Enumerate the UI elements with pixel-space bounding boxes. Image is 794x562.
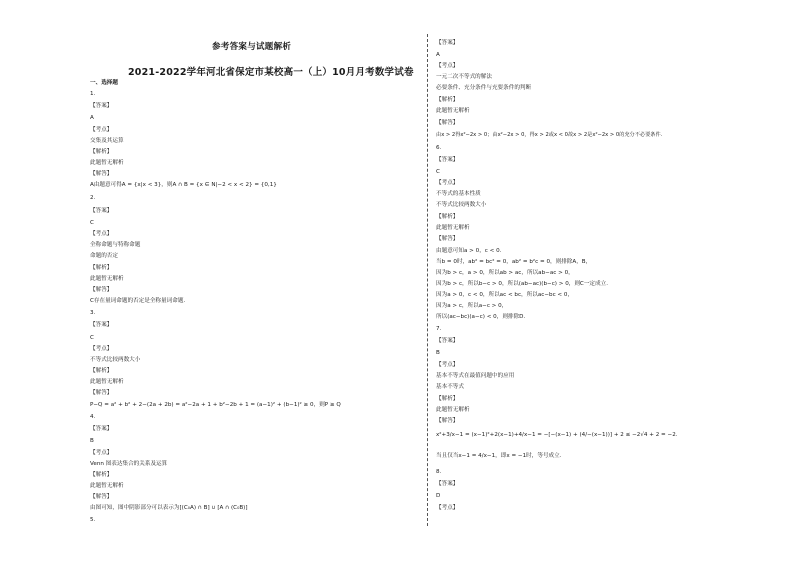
answer-tag: 【答案】 bbox=[90, 322, 113, 328]
answer-value: C bbox=[436, 169, 440, 175]
analysis-tag: 【解析】 bbox=[90, 472, 113, 478]
solution-tag: 【解答】 bbox=[436, 418, 459, 424]
answer-tag: 【答案】 bbox=[436, 157, 459, 163]
solution-tag: 【解答】 bbox=[436, 120, 459, 126]
knowledge-tag: 【考点】 bbox=[436, 362, 459, 368]
question-number: 5. bbox=[90, 517, 96, 523]
question-number: 6. bbox=[436, 145, 442, 151]
answer-value: D bbox=[436, 493, 441, 499]
question-number: 1. bbox=[90, 91, 96, 97]
solution-tag: 【解答】 bbox=[90, 390, 113, 396]
answer-tag: 【答案】 bbox=[90, 103, 113, 109]
column-divider bbox=[427, 34, 428, 526]
analysis-text: 此题暂无解析 bbox=[436, 225, 470, 231]
knowledge-tag: 【考点】 bbox=[436, 63, 459, 69]
analysis-text: 此题暂无解析 bbox=[436, 407, 470, 413]
solution-formula: x²+3/x−1 = (x−1)²+2(x−1)+4/x−1 = −[−(x−1) + (4/−(x−1))] + 2 ≤ −2√4 + 2 = −2. bbox=[436, 432, 678, 438]
answer-value: C bbox=[90, 335, 94, 341]
question-number: 8. bbox=[436, 469, 442, 475]
solution-tag: 【解答】 bbox=[436, 236, 459, 242]
knowledge-point: 不等式比较两数大小 bbox=[90, 357, 141, 363]
answer-value: B bbox=[90, 438, 94, 444]
solution-line: 因为b > c，所以b−c > 0，所以(ab−ac)(b−c) > 0，则C一定成立. bbox=[436, 281, 608, 287]
question-number: 7. bbox=[436, 326, 442, 332]
analysis-tag: 【解析】 bbox=[90, 149, 113, 155]
doc-heading: 参考答案与试题解析 bbox=[212, 42, 292, 52]
knowledge-tag: 【考点】 bbox=[90, 450, 113, 456]
answer-tag: 【答案】 bbox=[90, 426, 113, 432]
answer-value: A bbox=[90, 115, 94, 121]
analysis-text: 此题暂无解析 bbox=[90, 276, 124, 282]
knowledge-point: 交集及其运算 bbox=[90, 138, 124, 144]
question-number: 2. bbox=[90, 195, 96, 201]
solution-tag: 【解答】 bbox=[90, 287, 113, 293]
question-number: 4. bbox=[90, 414, 96, 420]
solution-line: 所以(ac−bc)(a−c) < 0，则排除D. bbox=[436, 314, 526, 320]
solution-line: 因为a > c，所以a−c > 0， bbox=[436, 303, 508, 309]
solution-line: 当b = 0时，ab² = bc² = 0，ab² = b²c = 0，则排除A，B， bbox=[436, 259, 592, 265]
solution-line: 因为a > 0，c < 0，所以ac < bc，所以ac−bc < 0， bbox=[436, 292, 574, 298]
knowledge-point: 不等式的基本性质 bbox=[436, 191, 481, 197]
knowledge-tag: 【考点】 bbox=[436, 180, 459, 186]
analysis-tag: 【解析】 bbox=[436, 97, 459, 103]
solution-text: 由图可知，图中阴影部分可以表示为[(C₀A) ∩ B] ∪ [A ∩ (C₀B)] bbox=[90, 505, 248, 511]
knowledge-point: Venn 图表达集合的关系及运算 bbox=[90, 461, 168, 467]
analysis-tag: 【解析】 bbox=[436, 396, 459, 402]
question-number: 3. bbox=[90, 310, 96, 316]
answer-tag: 【答案】 bbox=[90, 208, 113, 214]
answer-value: B bbox=[436, 350, 440, 356]
knowledge-point: 命题的否定 bbox=[90, 253, 118, 259]
solution-line: 由题意可知a > 0，c < 0. bbox=[436, 248, 502, 254]
answer-value: C bbox=[90, 220, 94, 226]
section-heading: 一、选择题 bbox=[90, 80, 118, 86]
doc-title: 2021-2022学年河北省保定市某校高一（上）10月月考数学试卷 bbox=[128, 67, 414, 78]
solution-line: 因为b > c，a > 0，所以ab > ac，所以ab−ac > 0， bbox=[436, 270, 574, 276]
analysis-text: 此题暂无解析 bbox=[90, 483, 124, 489]
analysis-text: 此题暂无解析 bbox=[90, 379, 124, 385]
knowledge-tag: 【考点】 bbox=[90, 346, 113, 352]
answer-tag: 【答案】 bbox=[436, 40, 459, 46]
analysis-text: 此题暂无解析 bbox=[90, 160, 124, 166]
knowledge-tag: 【考点】 bbox=[436, 505, 459, 511]
analysis-tag: 【解析】 bbox=[436, 214, 459, 220]
knowledge-point: 全称命题与特称命题 bbox=[90, 242, 141, 248]
answer-value: A bbox=[436, 52, 440, 58]
solution-text: 由x > 2得x²−2x > 0；由x²−2x > 0，得x > 2或x < 0故x > 2是x²−2x > 0的充分不必要条件. bbox=[436, 132, 663, 138]
knowledge-point: 基本不等式 bbox=[436, 384, 464, 390]
knowledge-point: 必要条件、充分条件与充要条件的判断 bbox=[436, 85, 532, 91]
knowledge-tag: 【考点】 bbox=[90, 231, 113, 237]
analysis-tag: 【解析】 bbox=[90, 368, 113, 374]
answer-tag: 【答案】 bbox=[436, 481, 459, 487]
knowledge-point: 基本不等式在最值问题中的应用 bbox=[436, 373, 515, 379]
solution-text: P−Q = a² + b² + 2−(2a + 2b) = a²−2a + 1 + b²−2b + 1 = (a−1)² + (b−1)² ≥ 0，则P ≥ Q bbox=[90, 402, 341, 408]
solution-tag: 【解答】 bbox=[90, 494, 113, 500]
knowledge-point: 不等式比较两数大小 bbox=[436, 202, 487, 208]
solution-text: A由题意可得A = {x|x < 3}，则A ∩ B = {x ∈ N|−2 < x < 2} = {0,1} bbox=[90, 182, 277, 188]
solution-tag: 【解答】 bbox=[90, 171, 113, 177]
analysis-tag: 【解析】 bbox=[90, 265, 113, 271]
knowledge-point: 一元二次不等式的解法 bbox=[436, 74, 492, 80]
solution-text: C存在量词命题的否定是全称量词命题. bbox=[90, 298, 186, 304]
analysis-text: 此题暂无解析 bbox=[436, 108, 470, 114]
knowledge-tag: 【考点】 bbox=[90, 127, 113, 133]
solution-line: 当且仅当x−1 = 4/x−1，即x = −1时，等号成立. bbox=[436, 453, 562, 459]
answer-tag: 【答案】 bbox=[436, 338, 459, 344]
